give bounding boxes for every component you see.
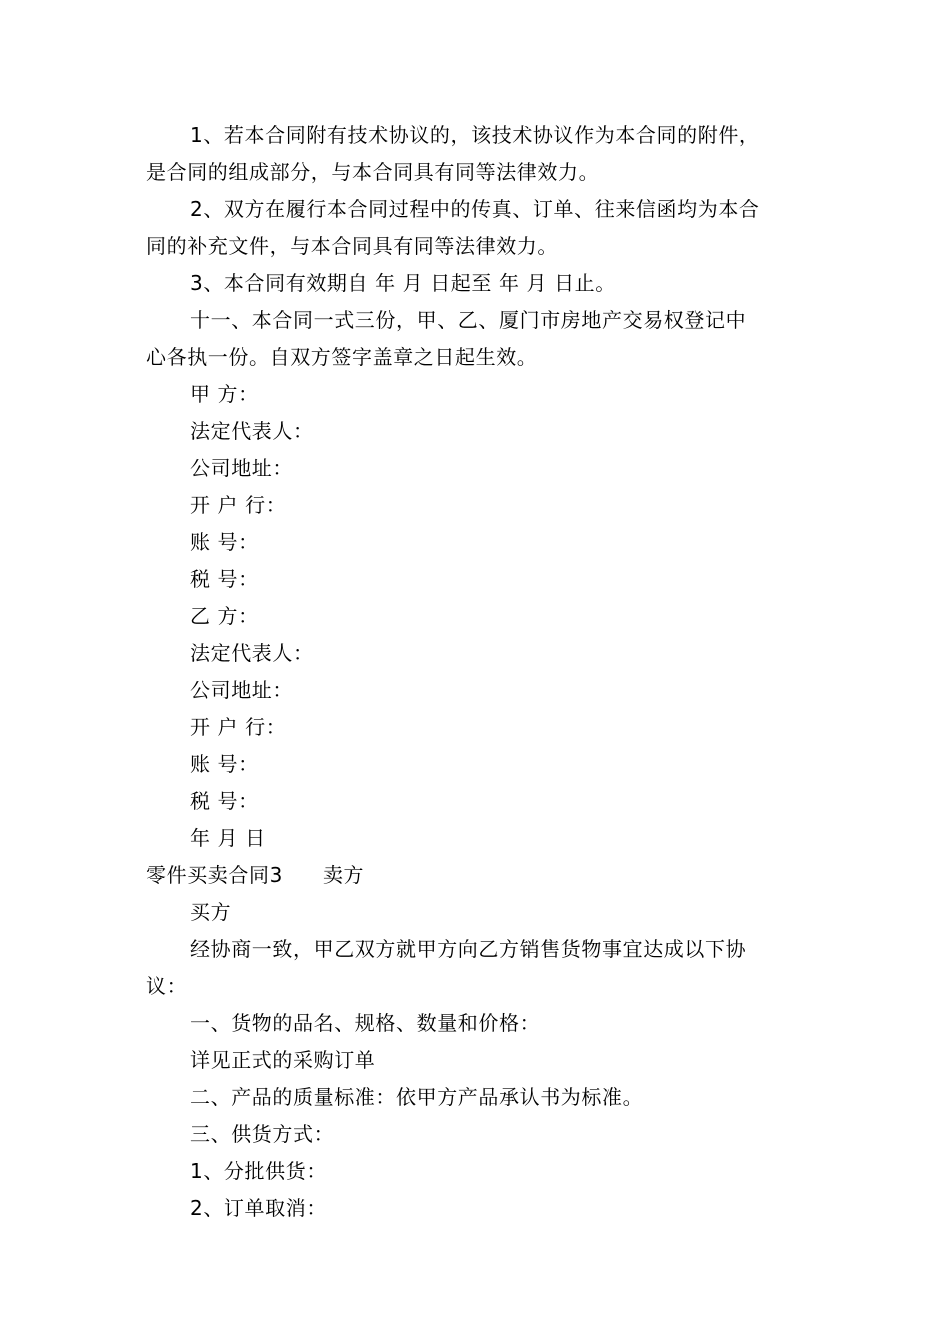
paragraph-line: 2、双方在履行本合同过程中的传真、订单、往来信函均为本合 [190,197,760,221]
paragraph-line: 乙 方： [190,604,259,628]
paragraph-line: 1、分批供货： [190,1159,327,1183]
paragraph-line: 税 号： [190,567,259,591]
paragraph-line: 三、供货方式： [190,1122,335,1146]
paragraph-line: 年 月 日 [190,826,266,850]
paragraph-line: 开 户 行： [190,493,287,517]
contract-heading [146,857,810,894]
paragraph-line: 甲 方： [190,382,259,406]
contract-body-block [146,894,810,1227]
paragraph-line: 议： [146,974,188,998]
document-body [146,117,810,1227]
paragraph-line: 公司地址： [190,456,293,480]
paragraph-line: 法定代表人： [190,641,314,665]
paragraph-line: 心各执一份。自双方签字盖章之日起生效。 [146,345,538,369]
paragraph-line: 3、本合同有效期自 年 月 日起至 年 月 日止。 [190,271,616,295]
paragraph-line: 买方 [190,900,232,924]
paragraph-line: 十一、本合同一式三份，甲、乙、厦门市房地产交易权登记中 [190,308,747,332]
paragraph-line: 法定代表人： [190,419,314,443]
paragraph-line: 经协商一致，甲乙双方就甲方向乙方销售货物事宜达成以下协 [190,937,747,961]
paragraph-line: 账 号： [190,530,259,554]
paragraph-line: 是合同的组成部分，与本合同具有同等法律效力。 [146,160,600,184]
paragraph-line: 2、订单取消： [190,1196,327,1220]
paragraph-line: 二、产品的质量标准：依甲方产品承认书为标准。 [190,1085,644,1109]
contract-terms-block [146,117,810,857]
paragraph-line: 公司地址： [190,678,293,702]
paragraph-line: 开 户 行： [190,715,287,739]
paragraph-line: 详见正式的采购订单 [190,1048,376,1072]
paragraph-line: 同的补充文件，与本合同具有同等法律效力。 [146,234,558,258]
paragraph-line: 税 号： [190,789,259,813]
paragraph-line: 账 号： [190,752,259,776]
paragraph-line: 1、若本合同附有技术协议的，该技术协议作为本合同的附件， [190,123,760,147]
paragraph-line: 一、货物的品名、规格、数量和价格： [190,1011,541,1035]
seller-label: 卖方 [322,863,365,887]
contract-title: 零件买卖合同3 [146,863,283,887]
